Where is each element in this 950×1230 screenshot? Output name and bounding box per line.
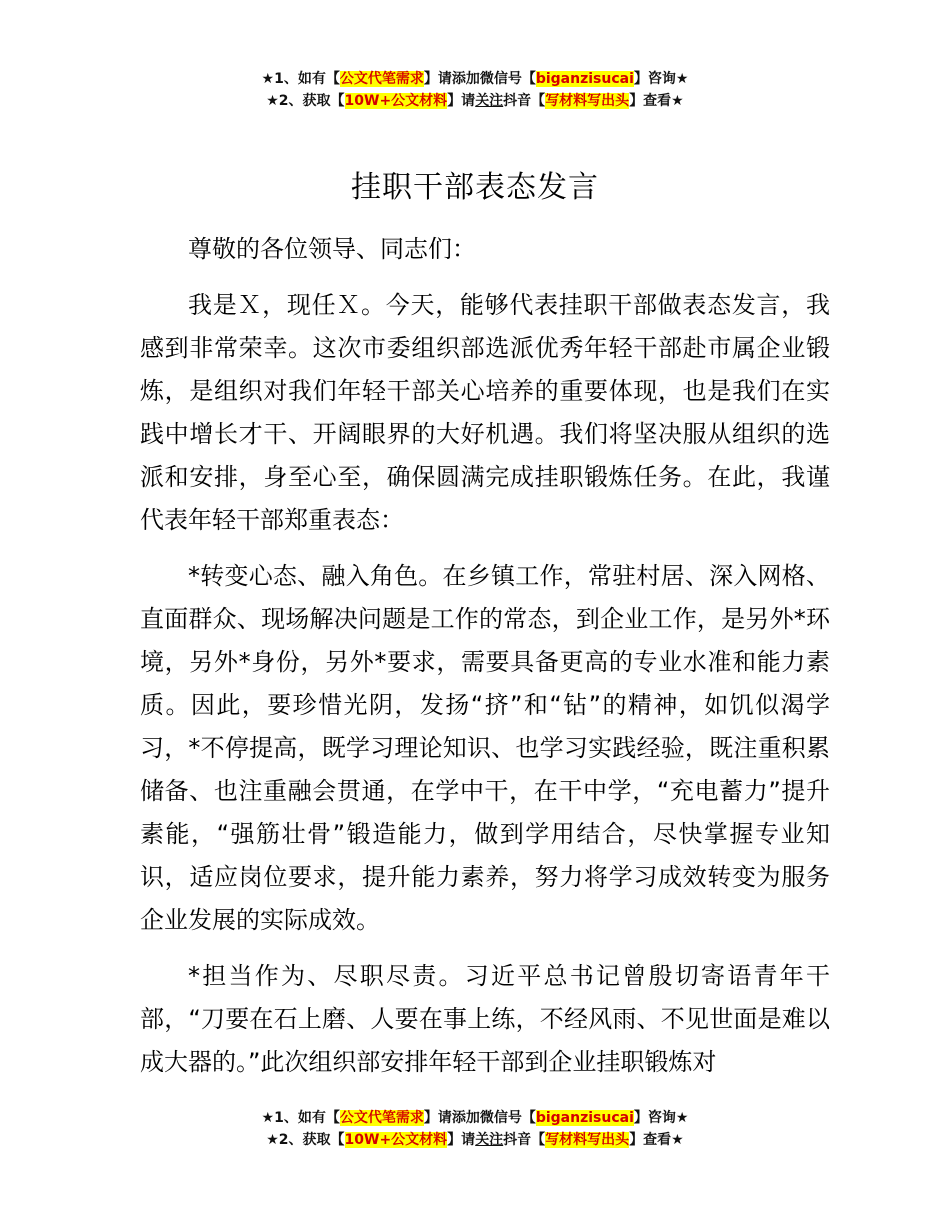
banner-text: 】查看★: [629, 1132, 684, 1148]
banner-highlight: 写材料写出头: [545, 1132, 630, 1148]
footer-banner: [0, 1107, 950, 1151]
banner-text: 】请: [447, 1132, 476, 1148]
banner-line-2: [0, 1129, 950, 1151]
banner-text: ★2、获取【: [266, 93, 345, 109]
banner-text: 】请添加微信号【: [423, 71, 536, 87]
header-banner: [0, 68, 950, 112]
banner-highlight: 10W+公文材料: [344, 93, 448, 109]
banner-line-1: [0, 68, 950, 90]
banner-line-1: [0, 1107, 950, 1129]
document-title: 挂职干部表态发言: [351, 170, 599, 205]
banner-highlight: 公文代笔需求: [339, 71, 424, 87]
banner-text: ★1、如有【: [261, 1110, 340, 1126]
banner-text: 】咨询★: [633, 1110, 689, 1126]
banner-text: 】请添加微信号【: [423, 1110, 536, 1126]
banner-line-2: [0, 90, 950, 112]
document-body: [140, 228, 830, 1097]
banner-text: ★1、如有【: [261, 71, 340, 87]
banner-underline: 关注: [475, 93, 504, 109]
banner-text: 抖音【: [503, 93, 546, 109]
banner-text: 】请: [447, 93, 476, 109]
banner-underline: 关注: [475, 1132, 504, 1148]
paragraph: *转变心态、融入角色。在乡镇工作，常驻村居、深入网格、直面群众、现场解决问题是工作的常态，到企业工作，是另外*环境，另外*身份，另外*要求，需要具备更高的专业水准和能力素质。因此，要珍惜光阴，发扬“挤”和“钻”的精神，如饥似渴学习，*不停提高，既学习理论知识、也学习实践经验，既注重积累储备、也注重融会贯通，在学中干，在干中学，“充电蓄力”提升素能，“强筋壮骨”锻造能力，做到学用结合，尽快掌握专业知识，适应岗位要求，提升能力素养，努力将学习成效转变为服务企业发展的实际成效。: [140, 562, 830, 934]
banner-highlight: biganzisucai: [535, 1110, 634, 1126]
banner-highlight: biganzisucai: [535, 71, 634, 87]
paragraph: 我是Ｘ，现任Ｘ。今天，能够代表挂职干部做表态发言，我感到非常荣幸。这次市委组织部选派优秀年轻干部赴市属企业锻炼，是组织对我们年轻干部关心培养的重要体现，也是我们在实践中增长才干、开阔眼界的大好机遇。我们将坚决服从组织的选派和安排，身至心至，确保圆满完成挂职锻炼任务。在此，我谨代表年轻干部郑重表态：: [140, 291, 830, 534]
banner-highlight: 10W+公文材料: [344, 1132, 448, 1148]
paragraph: *担当作为、尽职尽责。习近平总书记曾殷切寄语青年干部，“刀要在石上磨、人要在事上练，不经风雨、不见世面是难以成大器的。”此次组织部安排年轻干部到企业挂职锻炼对: [140, 962, 830, 1076]
banner-text: 】咨询★: [633, 71, 689, 87]
banner-highlight: 写材料写出头: [545, 93, 630, 109]
banner-highlight: 公文代笔需求: [339, 1110, 424, 1126]
banner-text: ★2、获取【: [266, 1132, 345, 1148]
banner-text: 】查看★: [629, 93, 684, 109]
salutation: 尊敬的各位领导、同志们：: [188, 235, 476, 263]
banner-text: 抖音【: [503, 1132, 546, 1148]
